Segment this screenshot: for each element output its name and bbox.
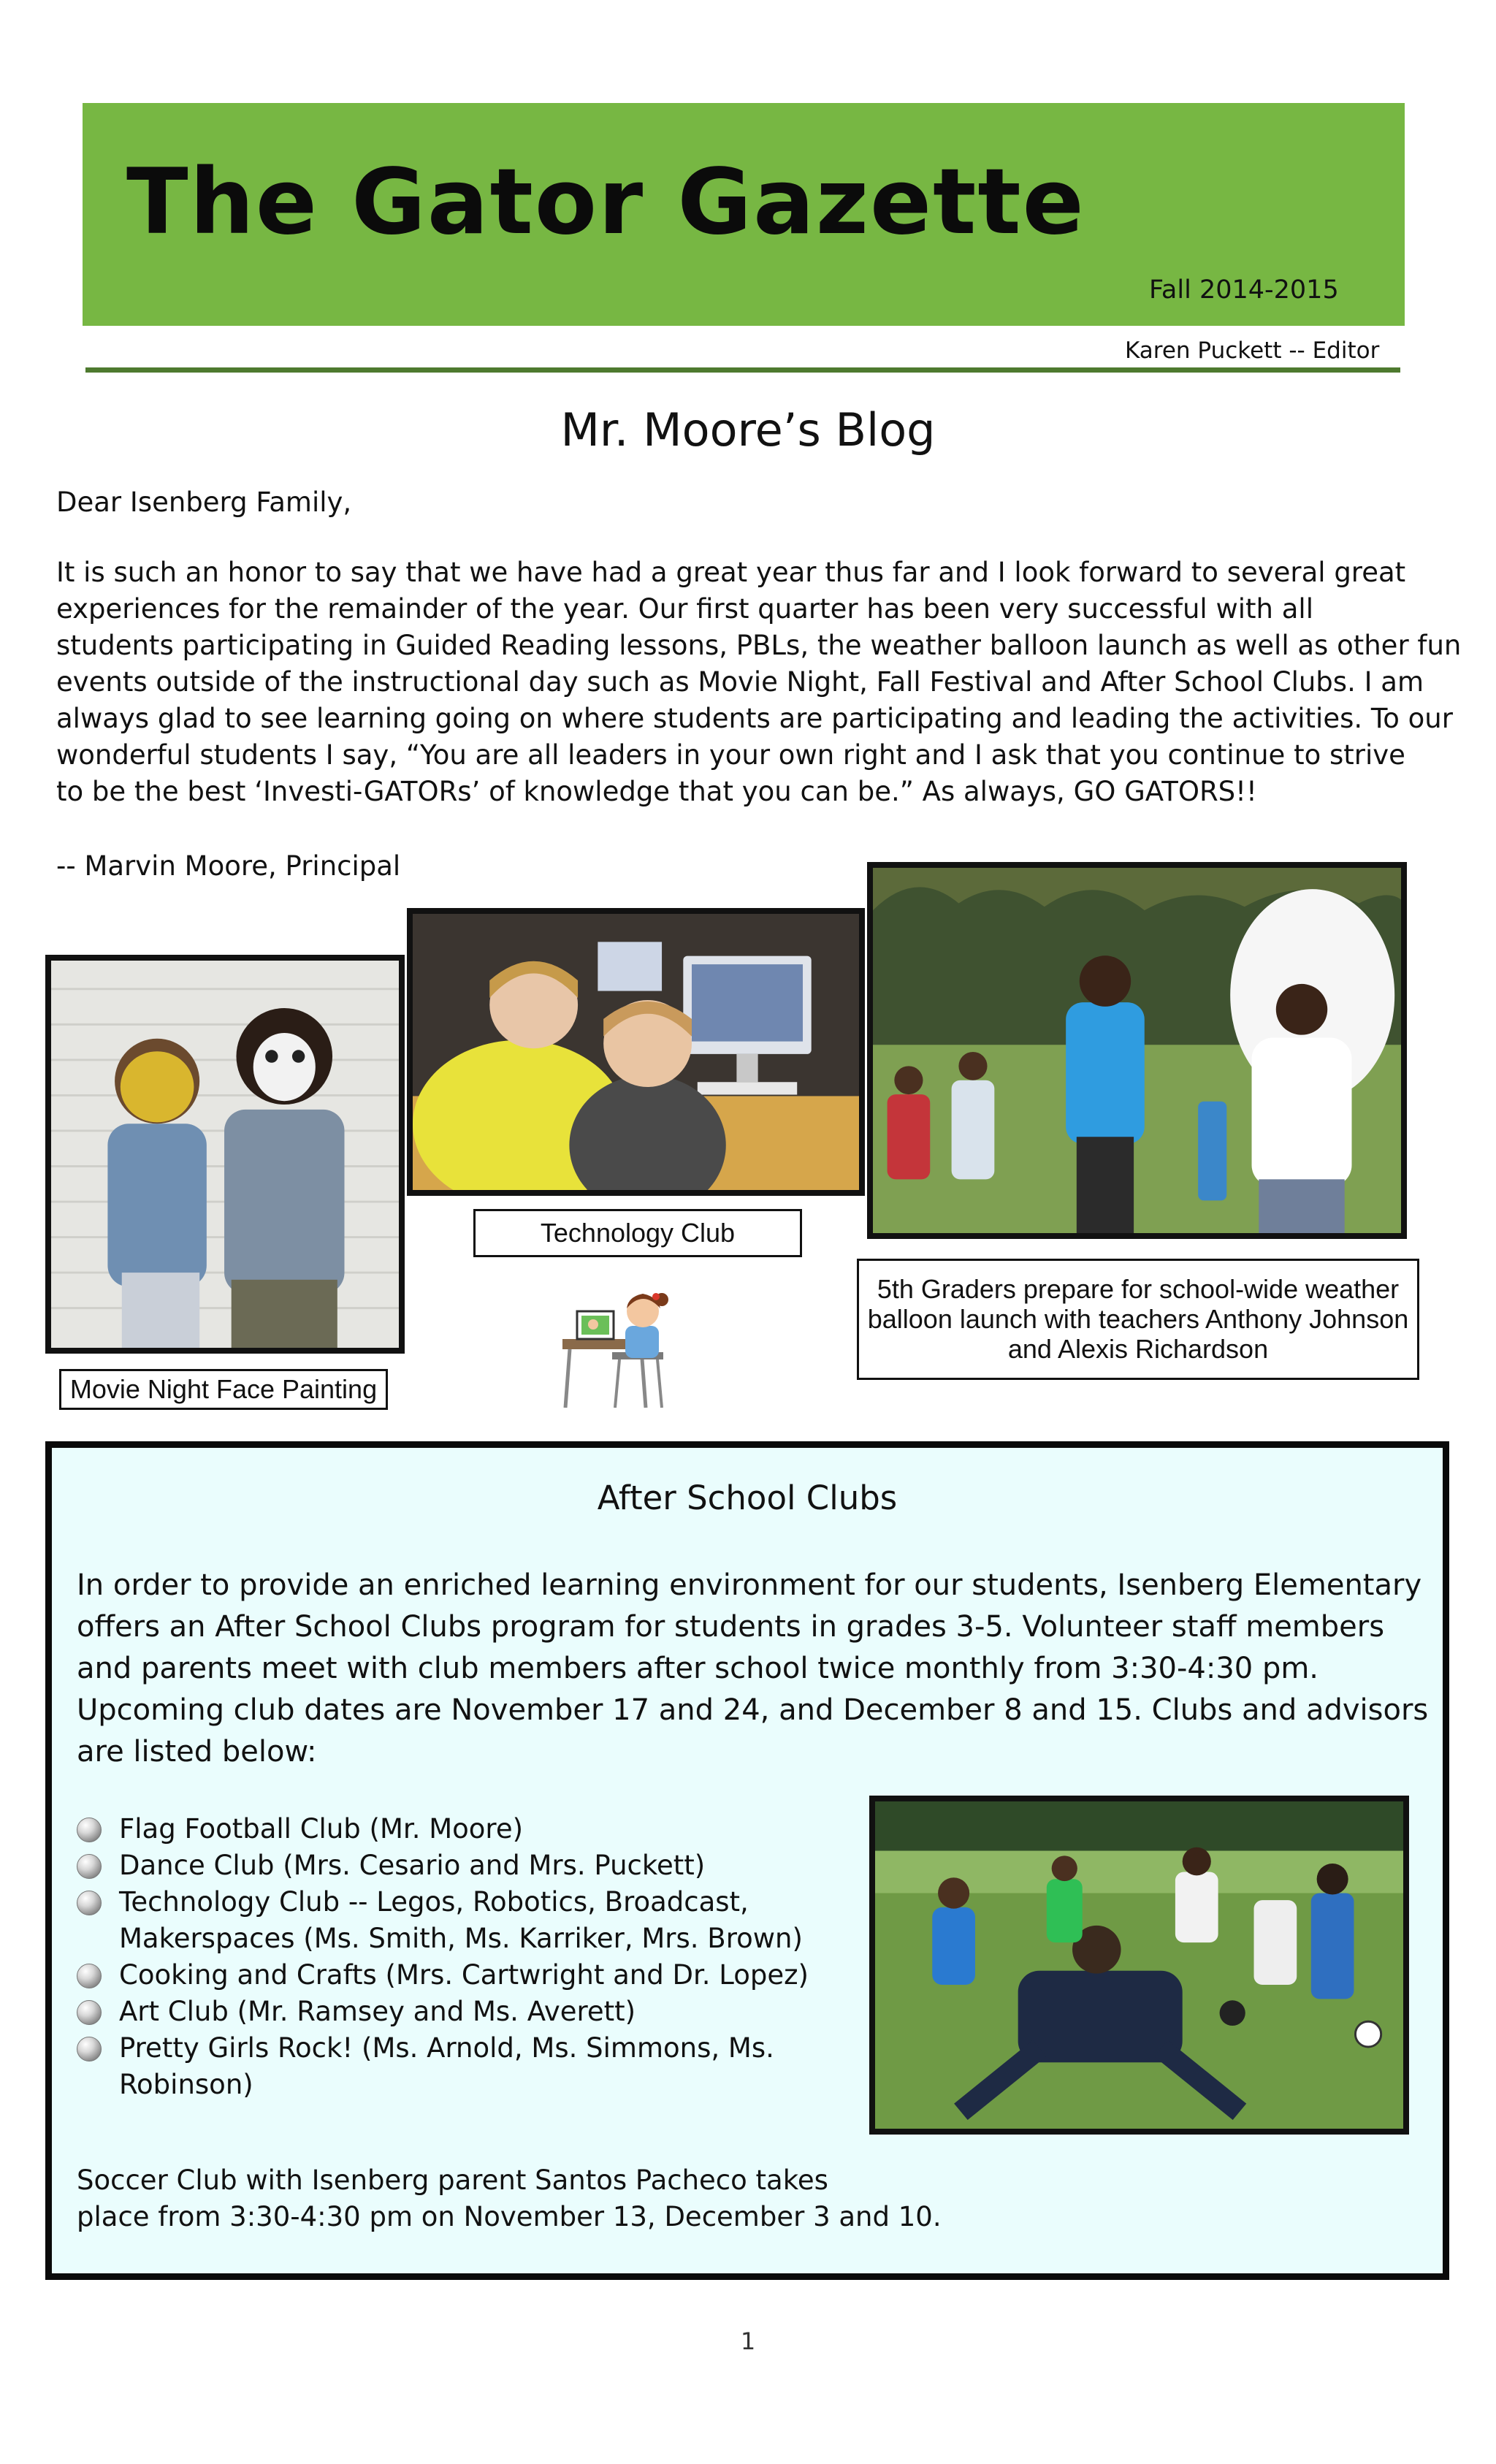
bullet-icon (77, 1818, 102, 1842)
caption-line: balloon launch with teachers Anthony Johnson (867, 1304, 1409, 1334)
clubs-intro (77, 1565, 1428, 1773)
page-number: 1 (740, 2327, 756, 2355)
issue-season: Fall 2014-2015 (1149, 275, 1339, 305)
student-desk-clipart (555, 1282, 687, 1412)
list-item (77, 1811, 809, 1847)
caption-line: 5th Graders prepare for school-wide weather (877, 1274, 1400, 1304)
caption-line: and Alexis Richardson (1007, 1334, 1269, 1364)
blog-line: students participating in Guided Reading lessons, PBLs, the weather balloon launch as well as other fun (56, 630, 1462, 661)
club-list (77, 1811, 809, 2103)
caption-text: Technology Club (540, 1218, 736, 1248)
list-item (77, 1884, 809, 1957)
soccer-line: place from 3:30-4:30 pm on November 13, December 3 and 10. (77, 2201, 942, 2232)
editor-credit: Karen Puckett -- Editor (1125, 337, 1380, 364)
caption-text: Movie Night Face Painting (69, 1374, 378, 1404)
clubs-heading: After School Clubs (597, 1479, 898, 1517)
face-painting-caption (59, 1369, 388, 1410)
blog-line: events outside of the instructional day such as Movie Night, Fall Festival and After School Clubs. I am (56, 666, 1424, 698)
list-item (77, 1847, 809, 1884)
masthead-banner (83, 103, 1405, 326)
intro-line: Upcoming club dates are November 17 and 24, and December 8 and 15. Clubs and advisors (77, 1693, 1429, 1727)
blog-line: to be the best ‘Investi-GATORs’ of knowledge that you can be.” As always, GO GATORS!! (56, 776, 1257, 807)
blog-greeting: Dear Isenberg Family, (56, 487, 352, 518)
bullet-icon (77, 1854, 102, 1879)
intro-line: and parents meet with club members after school twice monthly from 3:30-4:30 pm. (77, 1652, 1319, 1685)
blog-signature: -- Marvin Moore, Principal (56, 850, 401, 882)
bullet-icon (77, 1964, 102, 1988)
bullet-icon (77, 2037, 102, 2061)
face-painting-photo (45, 955, 405, 1354)
bullet-icon (77, 1891, 102, 1915)
after-school-clubs-section (45, 1441, 1449, 2280)
intro-line: are listed below: (77, 1735, 317, 1769)
intro-line: offers an After School Clubs program for students in grades 3-5. Volunteer staff members (77, 1610, 1385, 1644)
list-item (77, 1994, 809, 2030)
club-name: Dance Club (Mrs. Cesario and Mrs. Puckett) (119, 1850, 706, 1881)
club-name: Technology Club -- Legos, Robotics, Broadcast, (119, 1886, 749, 1918)
weather-balloon-caption (857, 1259, 1419, 1380)
club-name: Art Club (Mr. Ramsey and Ms. Averett) (119, 1996, 636, 2027)
soccer-line: Soccer Club with Isenberg parent Santos Pacheco takes (77, 2164, 828, 2196)
list-item (77, 2030, 809, 2103)
blog-line: wonderful students I say, “You are all leaders in your own right and I ask that you continue to strive (56, 739, 1405, 771)
club-name-continued: Makerspaces (Ms. Smith, Ms. Karriker, Mrs. Brown) (119, 1923, 803, 1954)
blog-line: experiences for the remainder of the year. Our first quarter has been very successful with all (56, 593, 1313, 625)
blog-line: It is such an honor to say that we have had a great year thus far and I look forward to several great (56, 557, 1406, 588)
club-name-continued: Robinson) (119, 2069, 253, 2100)
soccer-club-photo (869, 1796, 1409, 2135)
bullet-icon (77, 2000, 102, 2025)
technology-club-caption (473, 1209, 802, 1257)
technology-club-photo (407, 908, 865, 1196)
club-name: Flag Football Club (Mr. Moore) (119, 1813, 524, 1845)
soccer-club-note (77, 2162, 942, 2235)
list-item (77, 1957, 809, 1994)
blog-line: always glad to see learning going on where students are participating and leading the activities. To our (56, 703, 1453, 734)
intro-line: In order to provide an enriched learning environment for our students, Isenberg Elementary (77, 1568, 1422, 1602)
newsletter-title: The Gator Gazette (126, 150, 1085, 255)
club-name: Cooking and Crafts (Mrs. Cartwright and Dr. Lopez) (119, 1959, 809, 1991)
blog-heading: Mr. Moore’s Blog (560, 403, 936, 457)
weather-balloon-photo (867, 862, 1407, 1239)
header-divider (85, 367, 1400, 373)
club-name: Pretty Girls Rock! (Ms. Arnold, Ms. Simmons, Ms. (119, 2032, 774, 2064)
blog-body (56, 554, 1481, 810)
